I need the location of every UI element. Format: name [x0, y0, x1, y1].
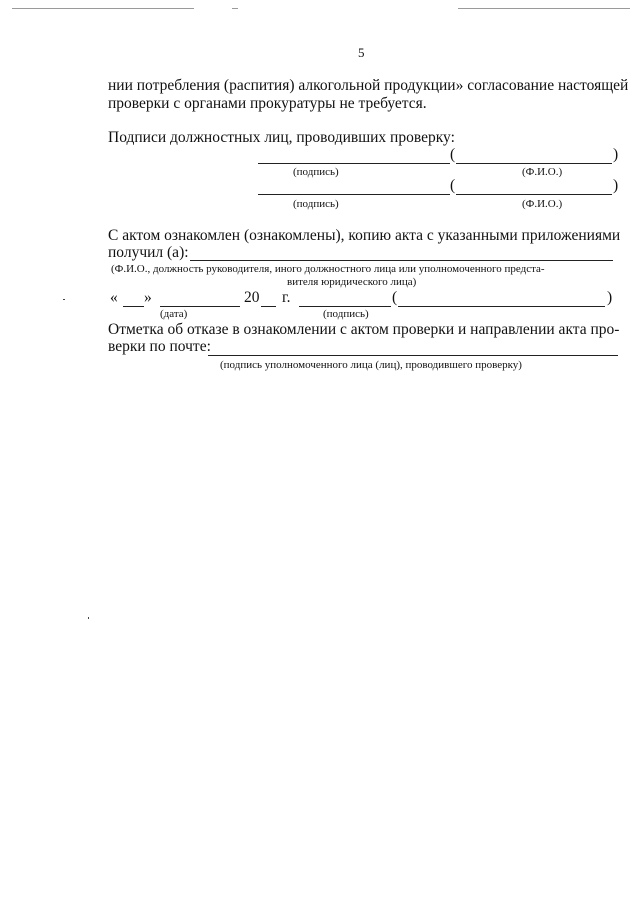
refusal-caption: (подпись уполномоченного лица (лиц), проводившего проверку) — [220, 359, 522, 371]
recipient-caption: (Ф.И.О., должность руководителя, иного должностного лица или уполномоченного предста- — [111, 263, 545, 275]
recipient-caption: вителя юридического лица) — [287, 276, 417, 288]
date-caption: (дата) — [160, 308, 188, 320]
signature-caption: (подпись) — [293, 198, 339, 210]
close-paren: ) — [613, 177, 619, 194]
page-number: 5 — [358, 45, 365, 60]
signature-line[interactable] — [299, 306, 391, 307]
name-caption: (Ф.И.О.) — [522, 198, 563, 210]
name-line[interactable] — [456, 163, 612, 164]
name-line[interactable] — [398, 306, 605, 307]
month-line[interactable] — [160, 306, 240, 307]
signature-caption: (подпись) — [323, 308, 369, 320]
scan-artifact-line-mid — [232, 8, 238, 9]
signature-line[interactable] — [258, 194, 450, 195]
refusal-line: верки по почте: — [108, 338, 211, 355]
close-paren: ) — [607, 289, 613, 306]
open-paren: ( — [392, 289, 398, 306]
margin-mark — [63, 299, 65, 300]
open-paren: ( — [450, 146, 456, 163]
paragraph-line: проверки с органами прокуратуры не требуется. — [108, 95, 427, 112]
signatures-heading: Подписи должностных лиц, проводивших проверку: — [108, 129, 455, 146]
name-caption: (Ф.И.О.) — [522, 166, 563, 178]
year-line[interactable] — [261, 306, 276, 307]
acknowledgement-line: получил (а): — [108, 244, 189, 261]
recipient-line[interactable] — [190, 260, 613, 261]
close-paren: ) — [613, 146, 619, 163]
signature-caption: (подпись) — [293, 166, 339, 178]
margin-mark — [88, 617, 89, 619]
open-paren: ( — [450, 177, 456, 194]
date-close-quote: » — [144, 289, 152, 306]
year-prefix: 20 — [244, 289, 260, 306]
date-open-quote: « — [110, 289, 118, 306]
signature-line[interactable] — [258, 163, 450, 164]
year-suffix: г. — [282, 289, 291, 306]
refusal-line: Отметка об отказе в ознакомлении с актом проверки и направлении акта про- — [108, 321, 620, 338]
scan-artifact-line-left — [12, 8, 194, 9]
acknowledgement-line: С актом ознакомлен (ознакомлены), копию акта с указанными приложениями — [108, 227, 621, 244]
refusal-signature-line[interactable] — [208, 355, 618, 356]
name-line[interactable] — [456, 194, 612, 195]
scan-artifact-line-right — [458, 8, 630, 9]
paragraph-line: нии потребления (распития) алкогольной продукции» согласование настоящей — [108, 77, 629, 94]
day-line[interactable] — [123, 306, 144, 307]
